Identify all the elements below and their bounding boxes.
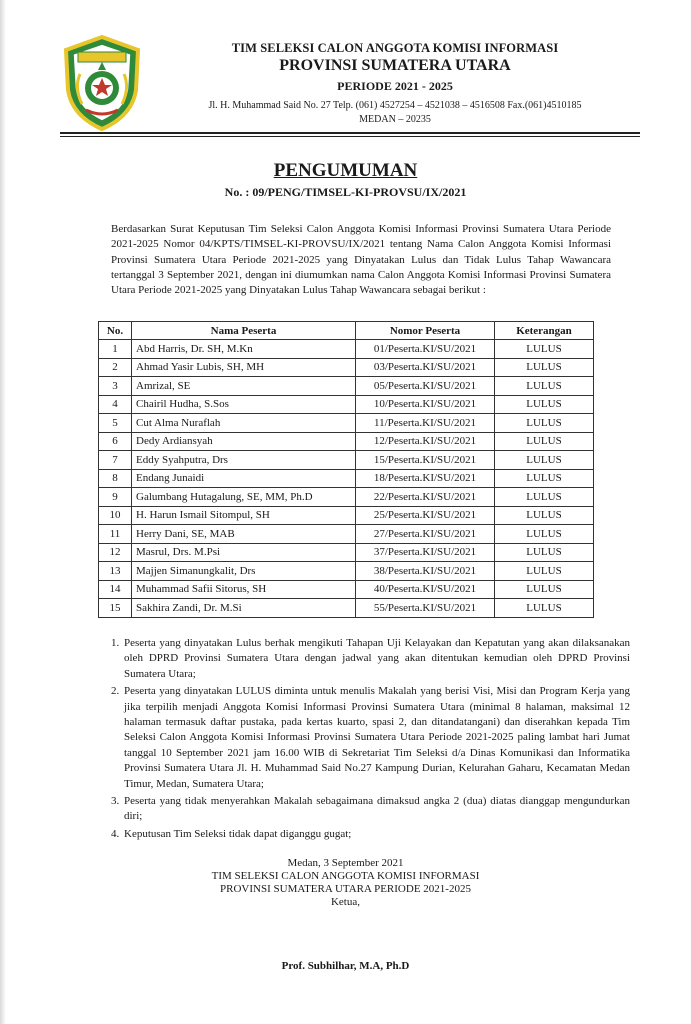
cell-no: 4	[99, 395, 132, 414]
letterhead-rule-thick	[60, 132, 640, 134]
cell-no: 7	[99, 451, 132, 470]
cell-no: 9	[99, 488, 132, 507]
cell-name: H. Harun Ismail Sitompul, SH	[132, 506, 356, 525]
cell-name: Cut Alma Nuraflah	[132, 414, 356, 433]
note-item: 3. Peserta yang tidak menyerahkan Makalah sebagaimana dimaksud angka 2 (dua) diatas dianggap mengundurkan diri;	[122, 794, 630, 825]
province-emblem-logo	[60, 34, 144, 132]
cell-name: Chairil Hudha, S.Sos	[132, 395, 356, 414]
cell-name: Abd Harris, Dr. SH, M.Kn	[132, 340, 356, 359]
note-item: 4. Keputusan Tim Seleksi tidak dapat diganggu gugat;	[122, 827, 630, 842]
cell-status: LULUS	[495, 414, 594, 433]
table-row	[99, 580, 594, 599]
cell-number: 37/Peserta.KI/SU/2021	[356, 543, 495, 562]
cell-number: 55/Peserta.KI/SU/2021	[356, 599, 495, 618]
note-item: 2. Peserta yang dinyatakan LULUS diminta untuk menulis Makalah yang berisi Visi, Misi dan Program Kerja yang jika terpilih menjadi Anggota Komisi Informasi Provinsi Sumatera Utara (minimal 8 halaman, maksimal 12 halaman termasuk daftar pustaka, pada kertas kuarto, spasi 2, dan ditandatangani) dan diserahkan kepada Tim Seleksi Calon Anggota Komisi Informasi Provinsi Sumatera Utara Periode 2021-2025 paling lambat hari Jumat tanggal 10 September 2021 jam 16.00 WIB di Sekretariat Tim Seleksi d/a Dinas Komunikasi dan Informatika Provinsi Sumatera Utara Jl. H. Muhammad Said No.27 Kampung Durian, Kelurahan Gaharu, Kecamatan Medan Timur, Medan, Sumatera Utara;	[122, 684, 630, 792]
cell-no: 5	[99, 414, 132, 433]
cell-name: Galumbang Hutagalung, SE, MM, Ph.D	[132, 488, 356, 507]
letterhead-province: PROVINSI SUMATERA UTARA	[279, 57, 511, 74]
cell-no: 2	[99, 358, 132, 377]
cell-status: LULUS	[495, 377, 594, 396]
signer-name: Prof. Subhilhar, M.A, Ph.D	[281, 960, 410, 972]
cell-no: 14	[99, 580, 132, 599]
cell-status: LULUS	[495, 506, 594, 525]
intro-paragraph: Berdasarkan Surat Keputusan Tim Seleksi Calon Anggota Komisi Informasi Provinsi Sumatera Utara Periode 2021-2025 Nomor 04/KPTS/TIMSEL-KI-PROVSU/IX/2021 tentang Nama Calon Anggota Komisi Informasi Provinsi Sumatera Utara Periode 2021-2025 yang Dinyatakan Lulus dan Tidak Lulus Tahap Wawancara tertanggal 3 September 2021, dengan ini diumumkan nama Calon Anggota Komisi Informasi Provinsi Sumatera Utara Periode 2021-2025 yang Dinyatakan Lulus Tahap Wawancara sebagai berikut :	[111, 223, 611, 297]
cell-no: 1	[99, 340, 132, 359]
cell-no: 12	[99, 543, 132, 562]
signature-line2: PROVINSI SUMATERA UTARA PERIODE 2021-2025	[220, 883, 471, 895]
cell-number: 12/Peserta.KI/SU/2021	[356, 432, 495, 451]
letterhead-org: TIM SELEKSI CALON ANGGOTA KOMISI INFORMASI	[231, 41, 559, 55]
table-row	[99, 525, 594, 544]
table-row	[99, 377, 594, 396]
cell-name: Dedy Ardiansyah	[132, 432, 356, 451]
cell-status: LULUS	[495, 580, 594, 599]
document-title: PENGUMUMAN	[273, 160, 418, 181]
table-row	[99, 395, 594, 414]
document-number: No. : 09/PENG/TIMSEL-KI-PROVSU/IX/2021	[224, 185, 467, 199]
cell-no: 13	[99, 562, 132, 581]
cell-number: 05/Peserta.KI/SU/2021	[356, 377, 495, 396]
cell-no: 6	[99, 432, 132, 451]
table-row	[99, 562, 594, 581]
table-row	[99, 451, 594, 470]
notes-list	[104, 636, 630, 844]
cell-name: Masrul, Drs. M.Psi	[132, 543, 356, 562]
table-row	[99, 414, 594, 433]
cell-status: LULUS	[495, 488, 594, 507]
signature-role: Ketua,	[330, 896, 360, 908]
cell-status: LULUS	[495, 432, 594, 451]
table-header-row	[99, 322, 594, 340]
cell-no: 8	[99, 469, 132, 488]
cell-number: 22/Peserta.KI/SU/2021	[356, 488, 495, 507]
table-row	[99, 506, 594, 525]
cell-name: Amrizal, SE	[132, 377, 356, 396]
table-row	[99, 599, 594, 618]
cell-name: Endang Junaidi	[132, 469, 356, 488]
cell-number: 03/Peserta.KI/SU/2021	[356, 358, 495, 377]
cell-number: 27/Peserta.KI/SU/2021	[356, 525, 495, 544]
signature-place-date: Medan, 3 September 2021	[287, 857, 404, 869]
cell-status: LULUS	[495, 525, 594, 544]
table-row	[99, 543, 594, 562]
header-status: Keterangan	[495, 322, 594, 340]
cell-number: 38/Peserta.KI/SU/2021	[356, 562, 495, 581]
cell-name: Ahmad Yasir Lubis, SH, MH	[132, 358, 356, 377]
letterhead-period: PERIODE 2021 - 2025	[337, 79, 453, 93]
table-row	[99, 432, 594, 451]
cell-no: 3	[99, 377, 132, 396]
cell-no: 15	[99, 599, 132, 618]
cell-status: LULUS	[495, 395, 594, 414]
table-row	[99, 358, 594, 377]
cell-name: Muhammad Safii Sitorus, SH	[132, 580, 356, 599]
cell-number: 18/Peserta.KI/SU/2021	[356, 469, 495, 488]
letterhead-address: Jl. H. Muhammad Said No. 27 Telp. (061) 4527254 – 4521038 – 4516508 Fax.(061)4510185	[208, 100, 582, 111]
cell-number: 11/Peserta.KI/SU/2021	[356, 414, 495, 433]
cell-status: LULUS	[495, 340, 594, 359]
cell-status: LULUS	[495, 451, 594, 470]
table-row	[99, 340, 594, 359]
signature-line1: TIM SELEKSI CALON ANGGOTA KOMISI INFORMASI	[211, 870, 480, 882]
cell-name: Sakhira Zandi, Dr. M.Si	[132, 599, 356, 618]
cell-number: 10/Peserta.KI/SU/2021	[356, 395, 495, 414]
cell-no: 10	[99, 506, 132, 525]
letterhead-city: MEDAN – 20235	[359, 114, 431, 125]
cell-status: LULUS	[495, 599, 594, 618]
cell-number: 25/Peserta.KI/SU/2021	[356, 506, 495, 525]
cell-number: 40/Peserta.KI/SU/2021	[356, 580, 495, 599]
table-row	[99, 469, 594, 488]
cell-no: 11	[99, 525, 132, 544]
note-item: 1. Peserta yang dinyatakan Lulus berhak mengikuti Tahapan Uji Kelayakan dan Kepatutan yang akan dilaksanakan oleh DPRD Provinsi Sumatera Utara dengan jadwal yang akan ditentukan kemudian oleh DPRD Provinsi Sumatera Utara;	[122, 636, 630, 682]
header-name: Nama Peserta	[132, 322, 356, 340]
cell-number: 01/Peserta.KI/SU/2021	[356, 340, 495, 359]
cell-name: Eddy Syahputra, Drs	[132, 451, 356, 470]
cell-status: LULUS	[495, 469, 594, 488]
cell-status: LULUS	[495, 358, 594, 377]
cell-status: LULUS	[495, 543, 594, 562]
participants-table	[98, 321, 594, 618]
cell-status: LULUS	[495, 562, 594, 581]
signature-block	[0, 857, 691, 909]
letterhead-rule-thin	[60, 136, 640, 137]
header-no: No.	[99, 322, 132, 340]
cell-name: Herry Dani, SE, MAB	[132, 525, 356, 544]
header-number: Nomor Peserta	[356, 322, 495, 340]
letterhead	[150, 40, 640, 127]
cell-number: 15/Peserta.KI/SU/2021	[356, 451, 495, 470]
cell-name: Majjen Simanungkalit, Drs	[132, 562, 356, 581]
table-row	[99, 488, 594, 507]
